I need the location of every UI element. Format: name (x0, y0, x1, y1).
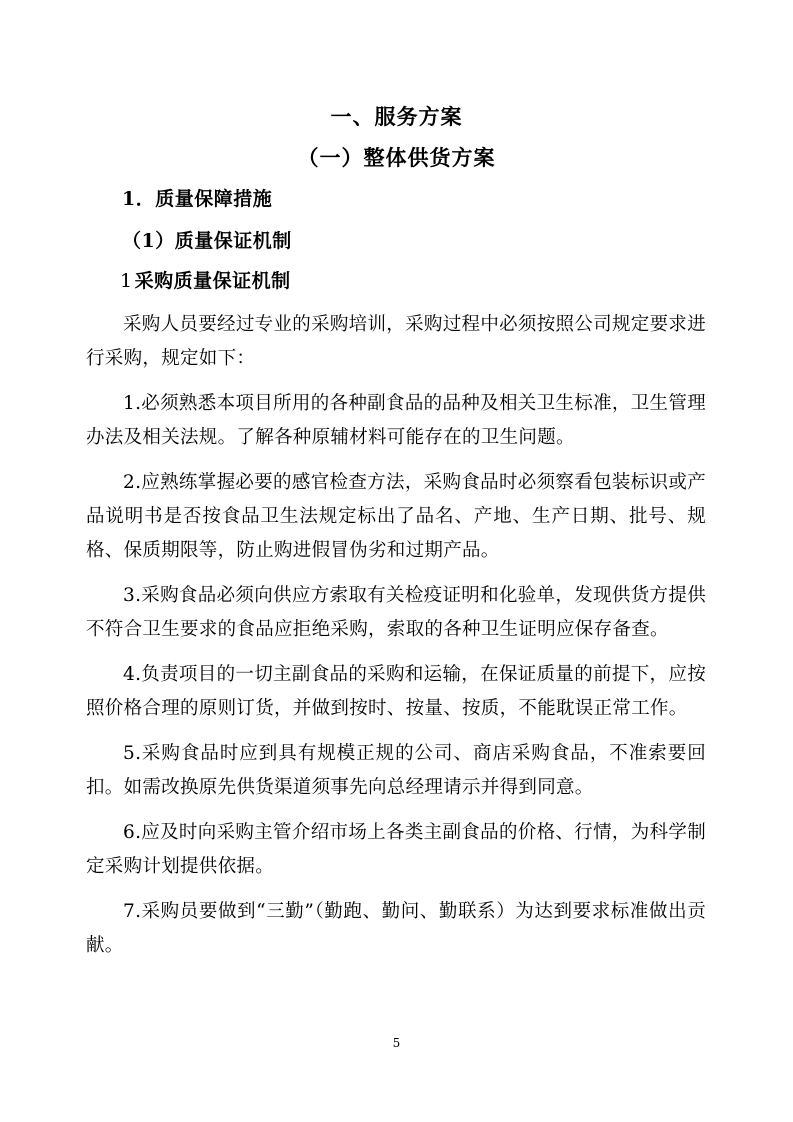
heading-quality-assurance-measures: 1．质量保障措施 (122, 188, 273, 210)
paragraph-rule-6: 6.应及时向采购主管介绍市场上各类主副食品的价格、行情，为科学制定采购计划提供依据。 (86, 822, 706, 877)
paragraph-rule-4: 4.负责项目的一切主副食品的采购和运输，在保证质量的前提下，应按照价格合理的原则订货，并做到按时、按量、按质，不能耽误正常工作。 (86, 664, 706, 719)
paragraph-rule-2: 2.应熟练掌握必要的感官检查方法，采购食品时必须察看包装标识或产品说明书是否按食品卫生法规定标出了品名、产地、生产日期、批号、规格、保质期限等，防止购进假冒伪劣和过期产品。 (86, 472, 706, 561)
body-text (86, 308, 706, 974)
page-number: 5 (392, 1036, 401, 1050)
heading-text: 采购质量保证机制 (134, 270, 291, 292)
paragraph-rule-7: 7.采购员要做到“三勤”（勤跑、勤问、勤联系）为达到要求标准做出贡献。 (86, 901, 706, 956)
heading-service-plan: 一、服务方案 (330, 104, 463, 129)
paragraph-rule-1: 1.必须熟悉本项目所用的各种副食品的品种及相关卫生标准，卫生管理办法及相关法规。了解各种原辅材料可能存在的卫生问题。 (86, 393, 706, 448)
paragraph-intro: 采购人员要经过专业的采购培训，采购过程中必须按照公司规定要求进行采购，规定如下： (86, 314, 706, 369)
paragraph-rule-3: 3.采购食品必须向供应方索取有关检疫证明和化验单，发现供货方提供不符合卫生要求的食品应拒绝采购，索取的各种卫生证明应保存备查。 (86, 585, 706, 640)
heading-quality-assurance-mechanism: （1）质量保证机制 (122, 230, 292, 252)
heading-procurement-quality-mechanism (120, 266, 291, 296)
heading-overall-supply-plan: （一）整体供货方案 (297, 145, 496, 170)
paragraph-rule-5: 5.采购食品时应到具有规模正规的公司、商店采购食品，不准索要回扣。如需改换原先供货渠道须事先向总经理请示并得到同意。 (86, 743, 706, 798)
heading-number: 1 (120, 270, 133, 292)
